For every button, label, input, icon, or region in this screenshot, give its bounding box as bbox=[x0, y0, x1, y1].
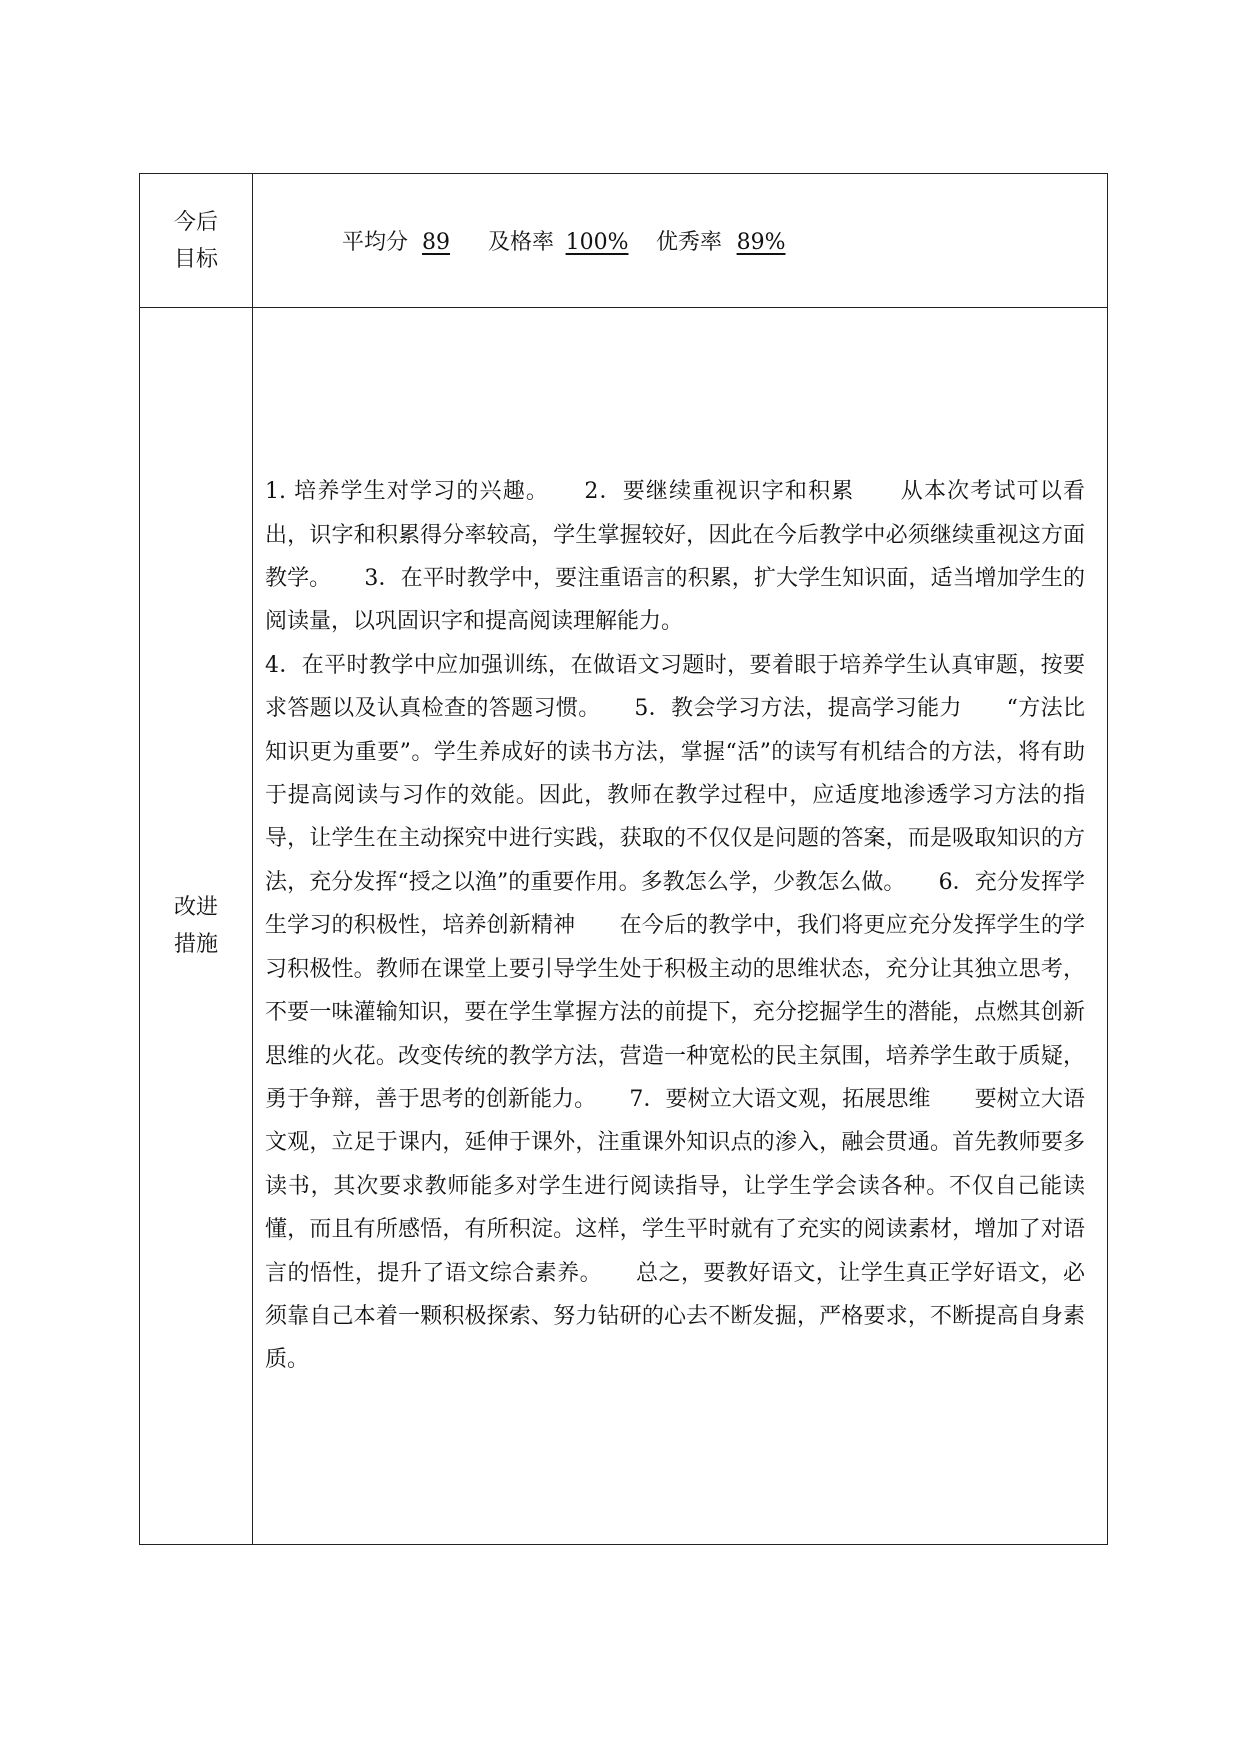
excellent-rate-label: 优秀率 bbox=[656, 230, 723, 255]
average-score-value: 89 bbox=[422, 230, 451, 255]
goals-label-line1: 今后 bbox=[173, 209, 218, 235]
goals-label-line2: 目标 bbox=[173, 246, 218, 272]
goals-row bbox=[140, 174, 1108, 308]
pass-rate-value: 100% bbox=[565, 230, 629, 255]
measures-label-line1: 改进 bbox=[173, 895, 218, 920]
average-score-label: 平均分 bbox=[342, 230, 409, 255]
goals-label-cell bbox=[140, 174, 253, 308]
measures-label-cell bbox=[140, 308, 253, 1545]
measures-paragraph-1: 1. 培养学生对学习的兴趣。 2．要继续重视识字和积累 从本次考试可以看出，识字和积累得分率较高，学生掌握较好，因此在今后教学中必须继续重视这方面教学。 3．在平时教学中，要注重语言的积累，扩大学生知识面，适当增加学生的阅读量，以巩固识字和提高阅读理解能力。 bbox=[265, 479, 1085, 635]
measures-paragraph-2: 4．在平时教学中应加强训练，在做语文习题时，要着眼于培养学生认真审题，按要求答题以及认真检查的答题习惯。 5．教会学习方法，提高学习能力 “方法比知识更为重要”。学生养成好的读书方法，掌握“活”的读写有机结合的方法，将有助于提高阅读与习作的效能。因此，教师在教学过程中，应适度地渗透学习方法的指导，让学生在主动探究中进行实践，获取的不仅仅是问题的答案，而是吸取知识的方法，充分发挥“授之以渔”的重要作用。多教怎么学，少教怎么做。 6．充分发挥学生学习的积极性，培养创新精神 在今后的教学中，我们将更应充分发挥学生的学习积极性。教师在课堂上要引导学生处于积极主动的思维状态，充分让其独立思考，不要一味灌输知识，要在学生掌握方法的前提下，充分挖掘学生的潜能，点燃其创新思维的火花。改变传统的教学方法，营造一种宽松的民主氛围，培养学生敢于质疑，勇于争辩，善于思考的创新能力。 7．要树立大语文观，拓展思维 要树立大语文观，立足于课内，延伸于课外，注重课外知识点的渗入，融会贯通。首先教师要多读书，其次要求教师能多对学生进行阅读指导，让学生学会读各种。不仅自己能读懂，而且有所感悟，有所积淀。这样，学生平时就有了充实的阅读素材，增加了对语言的悟性，提升了语文综合素养。 总之，要教好语文，让学生真正学好语文，必须靠自己本着一颗积极探索、努力钻研的心去不断发掘，严格要求，不断提高自身素质。 bbox=[265, 652, 1085, 1373]
measures-label-line2: 措施 bbox=[173, 932, 218, 957]
goals-content-cell bbox=[253, 174, 1108, 308]
pass-rate-label: 及格率 bbox=[488, 230, 555, 255]
measures-content-cell bbox=[253, 308, 1108, 1545]
plan-table bbox=[139, 173, 1108, 1545]
measures-row bbox=[140, 308, 1108, 1545]
excellent-rate-value: 89% bbox=[736, 230, 786, 255]
